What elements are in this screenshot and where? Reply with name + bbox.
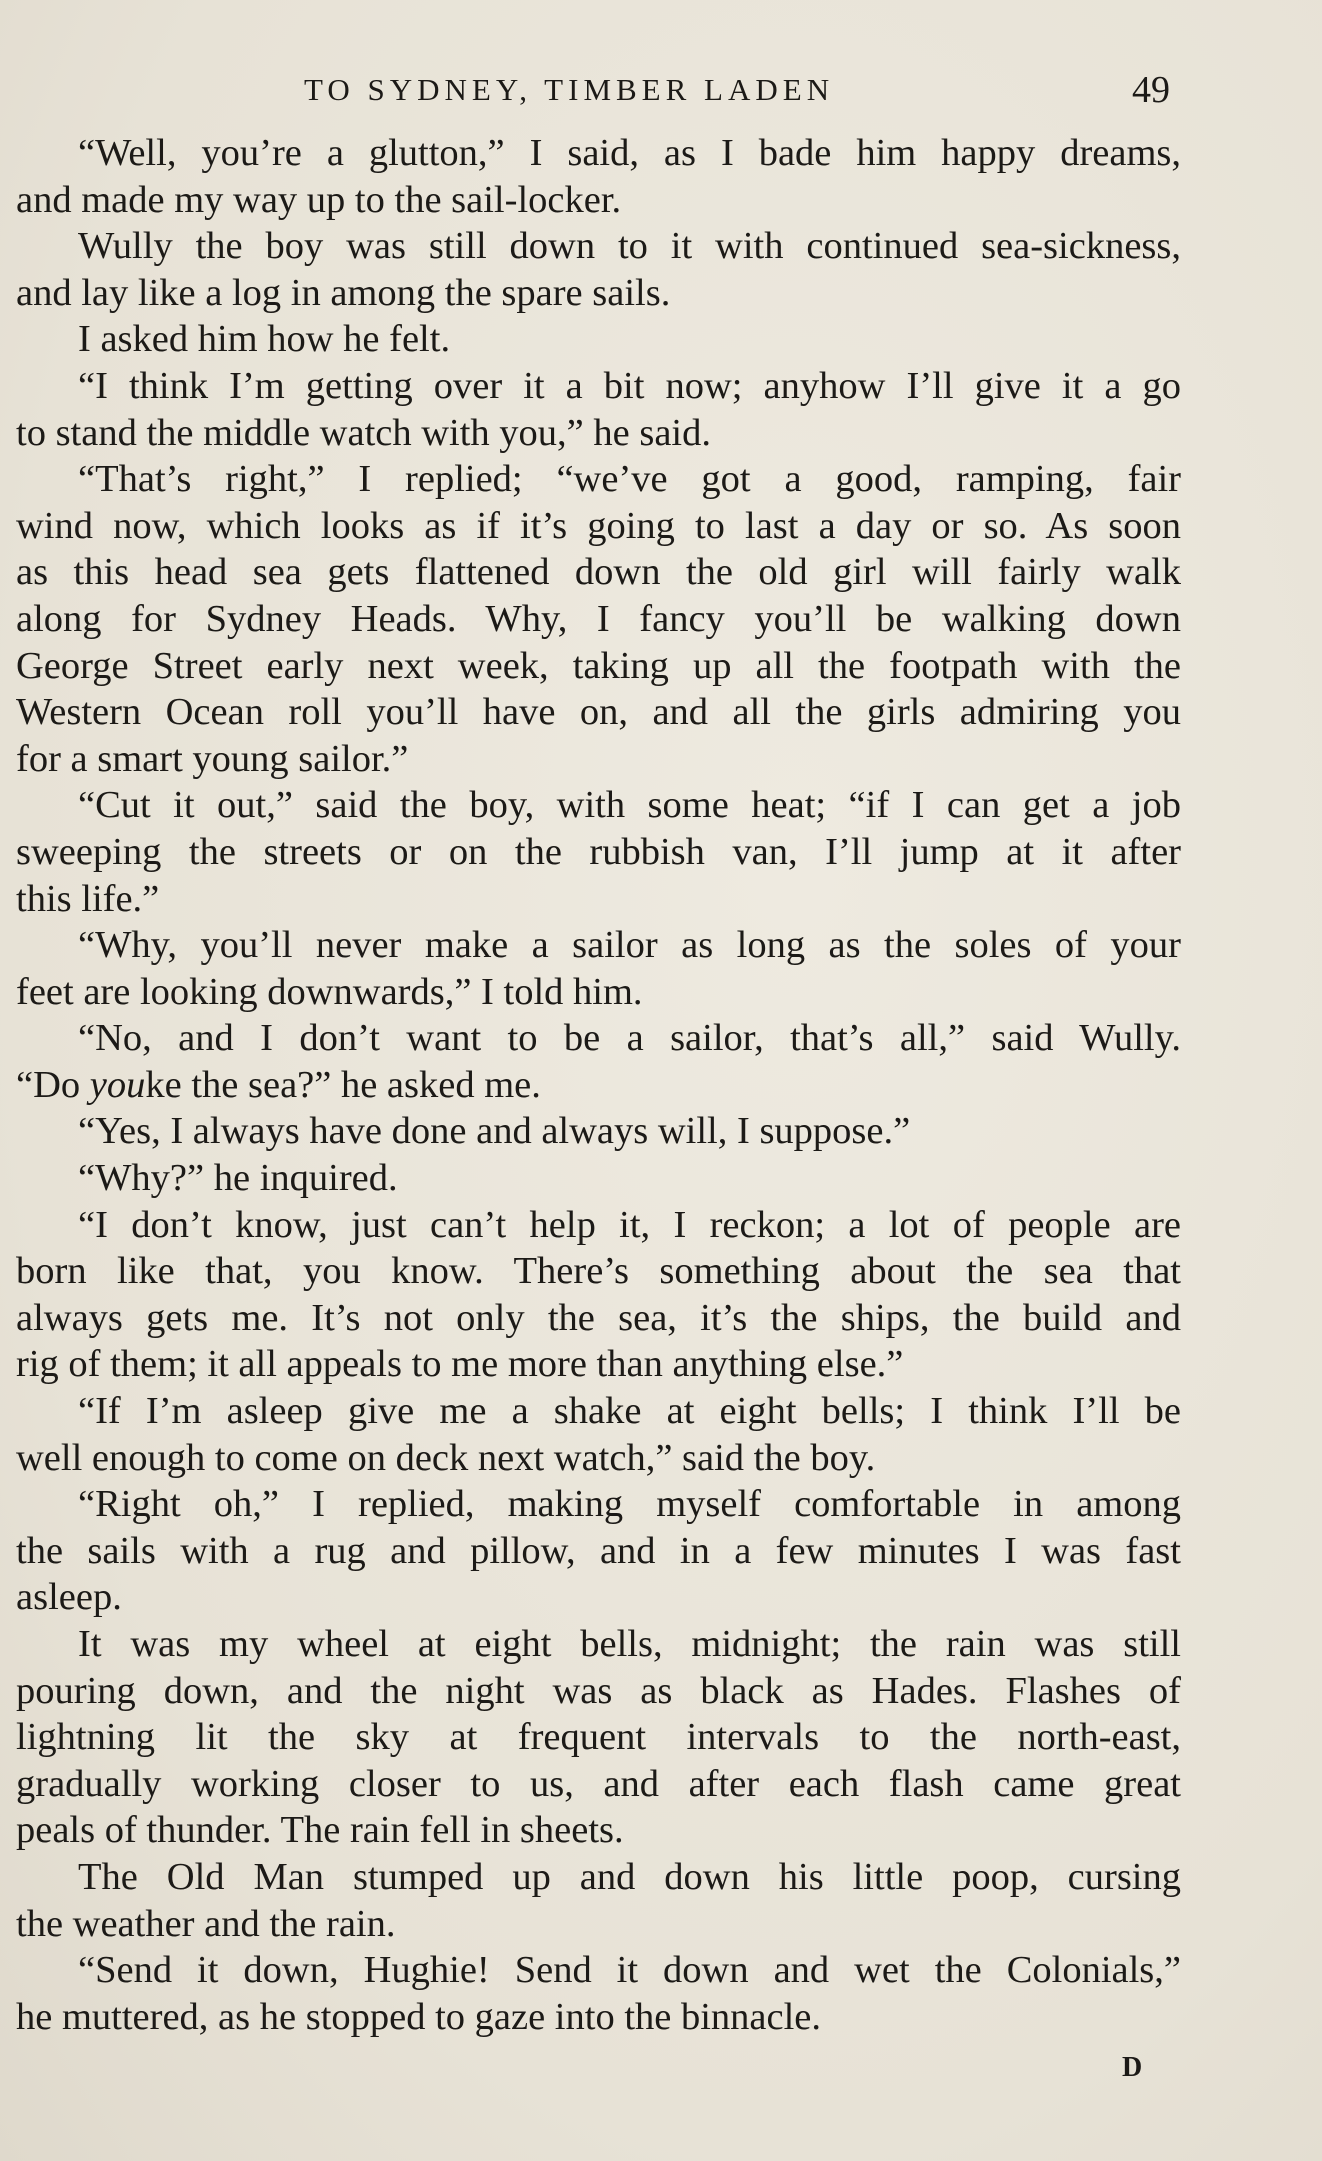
text-line: “Right oh,” I replied, making myself comfortable in among bbox=[78, 1483, 1181, 1526]
text-line: rig of them; it all appeals to me more than anything else.” bbox=[16, 1343, 904, 1386]
text-line: feet are looking downwards,” I told him. bbox=[16, 970, 643, 1013]
text-line: this life.” bbox=[16, 877, 160, 920]
running-head bbox=[290, 68, 1010, 112]
text-line: “I think I’m getting over it a bit now; anyhow I’ll give it a go bbox=[78, 364, 1181, 407]
text-line: “If I’m asleep give me a shake at eight bells; I think I’ll be bbox=[78, 1390, 1181, 1433]
text-line: for a smart young sailor.” bbox=[16, 737, 409, 780]
text-line: “Yes, I always have done and always will, I suppose.” bbox=[78, 1110, 911, 1153]
text-line: Western Ocean roll you’ll have on, and all the girls admiring you bbox=[16, 691, 1181, 734]
text-line: wind now, which looks as if it’s going to last a day or so. As soon bbox=[16, 504, 1181, 547]
text-line: as this head sea gets flattened down the old girl will fairly walk bbox=[16, 551, 1181, 594]
text-line: well enough to come on deck next watch,” said the boy. bbox=[16, 1436, 876, 1479]
text-line: the weather and the rain. bbox=[16, 1902, 396, 1945]
text-line: I asked him how he felt. bbox=[78, 318, 451, 361]
text-line: pouring down, and the night was as black as Hades. Flashes of bbox=[16, 1669, 1181, 1712]
text-line: born like that, you know. There’s something about the sea that bbox=[16, 1250, 1181, 1293]
text-line: and lay like a log in among the spare sails. bbox=[16, 271, 671, 314]
body-text bbox=[16, 130, 1181, 2040]
text-line: sweeping the streets or on the rubbish van, I’ll jump at it after bbox=[16, 830, 1181, 873]
signature-mark: D bbox=[1122, 2052, 1144, 2083]
text-line: “Why, you’ll never make a sailor as long as the soles of your bbox=[78, 924, 1181, 967]
text-line: and made my way up to the sail-locker. bbox=[16, 178, 622, 221]
text-line: “No, and I don’t want to be a sailor, that’s all,” said Wully. bbox=[78, 1017, 1181, 1060]
text-line: “Well, you’re a glutton,” I said, as I bade him happy dreams, bbox=[78, 132, 1181, 174]
text-line: George Street early next week, taking up all the footpath with the bbox=[16, 644, 1181, 687]
text-line: he muttered, as he stopped to gaze into the binnacle. bbox=[16, 1995, 822, 2038]
text-line: The Old Man stumped up and down his little poop, cursing bbox=[78, 1855, 1181, 1898]
text-line: “Why?” he inquired. bbox=[78, 1157, 398, 1200]
text-line: along for Sydney Heads. Why, I fancy you’ll be walking down bbox=[16, 597, 1181, 640]
text-line: “Do youke the sea?” he asked me. bbox=[16, 1063, 541, 1106]
text-line: lightning lit the sky at frequent intervals to the north-east, bbox=[16, 1716, 1181, 1759]
text-line: the sails with a rug and pillow, and in a few minutes I was fast bbox=[16, 1529, 1181, 1572]
text-line: gradually working closer to us, and after each flash came great bbox=[16, 1762, 1181, 1805]
text-line: “I don’t know, just can’t help it, I reckon; a lot of people are bbox=[78, 1203, 1181, 1246]
text-line: peals of thunder. The rain fell in sheets. bbox=[16, 1809, 624, 1852]
text-line: “Cut it out,” said the boy, with some heat; “if I can get a job bbox=[78, 784, 1181, 827]
text-line: always gets me. It’s not only the sea, it’s the ships, the build and bbox=[16, 1296, 1181, 1339]
text-line: It was my wheel at eight bells, midnight; the rain was still bbox=[78, 1623, 1181, 1665]
text-line: “That’s right,” I replied; “we’ve got a good, ramping, fair bbox=[78, 458, 1181, 501]
page-number: 49 bbox=[1132, 69, 1170, 111]
text-line: “Send it down, Hughie! Send it down and wet the Colonials,” bbox=[78, 1949, 1181, 1992]
text-line: asleep. bbox=[16, 1576, 122, 1619]
running-title: TO SYDNEY, TIMBER LADEN bbox=[304, 72, 835, 107]
text-line: Wully the boy was still down to it with continued sea-sickness, bbox=[78, 225, 1181, 268]
text-line: to stand the middle watch with you,” he said. bbox=[16, 411, 711, 454]
